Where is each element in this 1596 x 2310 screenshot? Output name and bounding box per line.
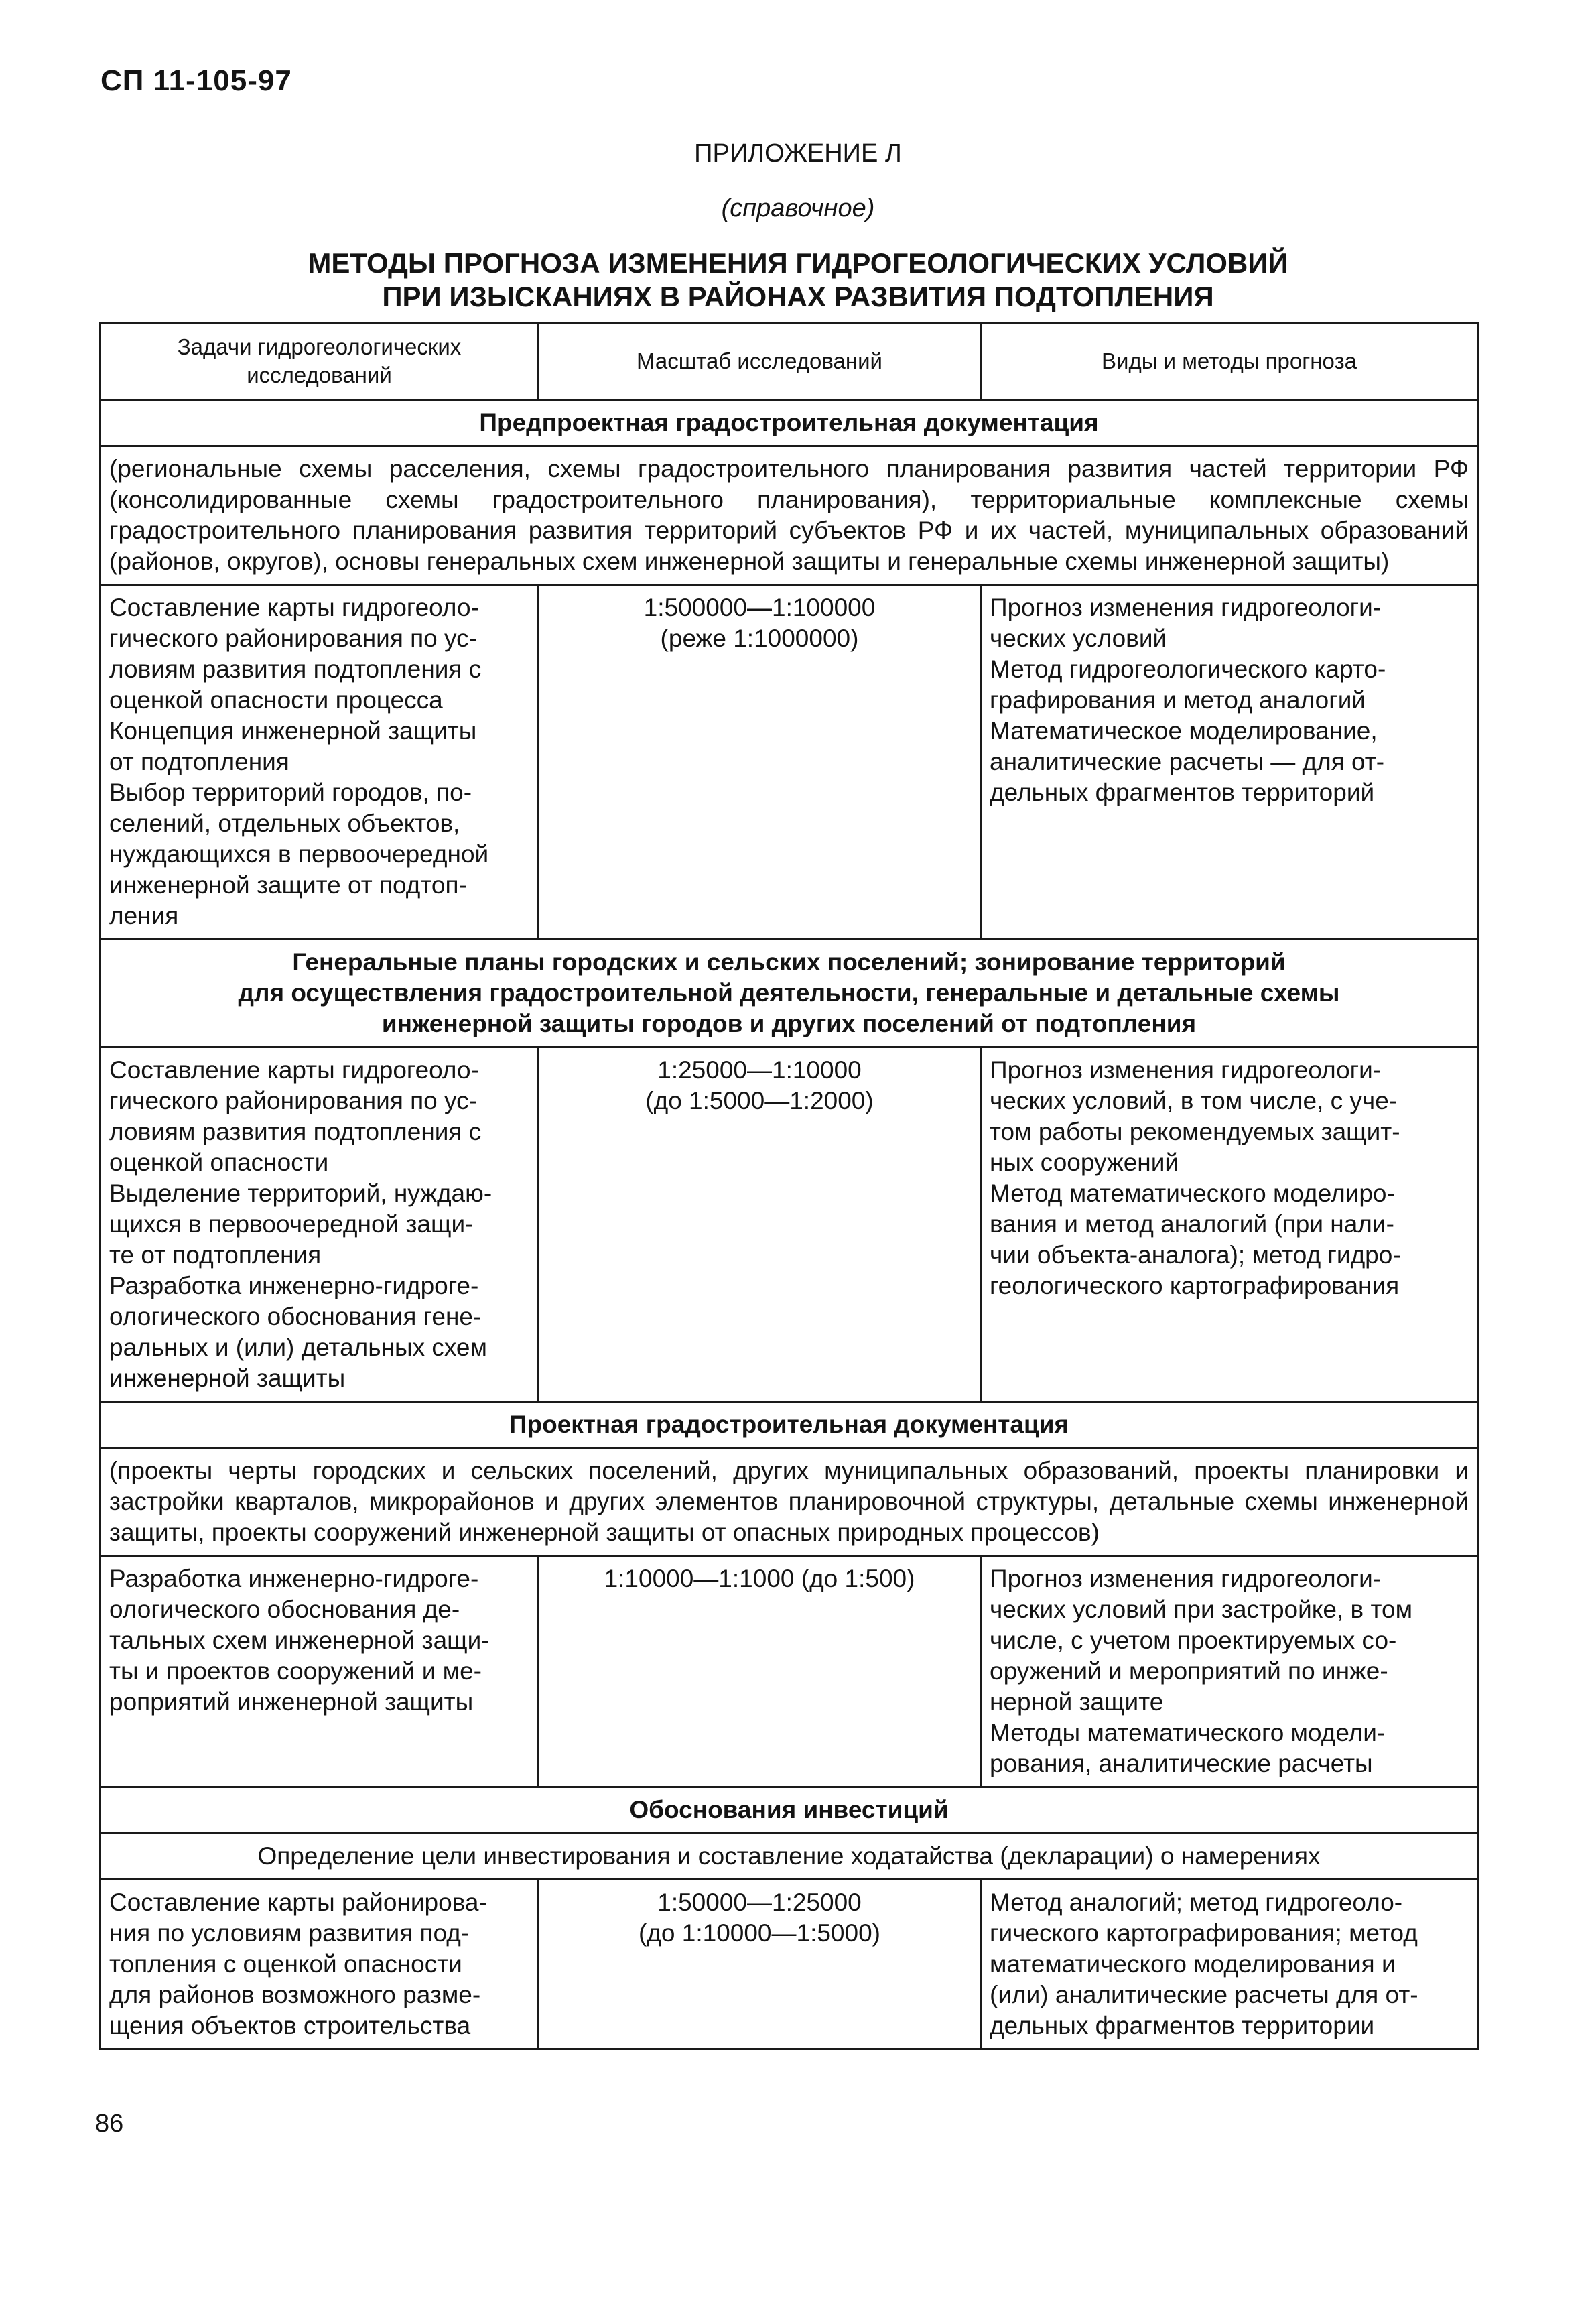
methods-cell-line: ных сооружений xyxy=(990,1149,1179,1176)
methods-cell-line: Методы математического модели- xyxy=(990,1719,1386,1746)
section-title xyxy=(101,940,1478,1047)
tasks-cell-line: ловиям развития подтопления с xyxy=(109,655,482,683)
methods-cell-line: рования, аналитические расчеты xyxy=(990,1750,1373,1777)
scale-cell xyxy=(539,585,981,940)
methods-cell-line: том работы рекомендуемых защит- xyxy=(990,1118,1400,1145)
tasks-cell-line: оценкой опасности процесса xyxy=(109,686,443,714)
methods-cell-line: геологического картографирования xyxy=(990,1272,1400,1299)
tasks-cell-line: щения объектов строительства xyxy=(109,2012,471,2039)
tasks-cell-line: селений, отдельных объектов, xyxy=(109,810,460,837)
methods-cell-line: Прогноз изменения гидрогеологи- xyxy=(990,1056,1382,1084)
methods-cell-line: дельных фрагментов территорий xyxy=(990,779,1375,806)
section-title-line: Проектная градостроительная документация xyxy=(509,1411,1069,1438)
tasks-cell-line: ральных и (или) детальных схем xyxy=(109,1334,487,1361)
tasks-cell-line: ологического обоснования гене- xyxy=(109,1303,482,1330)
tasks-cell-line: нуждающихся в первоочередной xyxy=(109,840,489,868)
tasks-cell-line: Разработка инженерно-гидроге- xyxy=(109,1565,479,1592)
scale-cell xyxy=(539,1047,981,1402)
tasks-cell-line: инженерной защите от подтоп- xyxy=(109,871,467,899)
methods-cell xyxy=(981,1047,1478,1402)
scale-cell-line: 1:50000—1:25000 xyxy=(657,1888,862,1916)
methods-cell-line: числе, с учетом проектируемых со- xyxy=(990,1626,1397,1654)
scale-cell xyxy=(539,1556,981,1787)
methods-cell xyxy=(981,1556,1478,1787)
tasks-cell-line: инженерной защиты xyxy=(109,1364,346,1392)
column-header-tasks-line-2: исследований xyxy=(247,363,392,387)
section-title-row xyxy=(101,1402,1478,1448)
scale-cell-line: 1:500000—1:100000 xyxy=(643,594,876,621)
section-title-line: Обоснования инвестиций xyxy=(629,1796,949,1823)
methods-cell-line: оружений и мероприятий по инже- xyxy=(990,1657,1388,1685)
table-row xyxy=(101,585,1478,940)
section-note-row xyxy=(101,446,1478,585)
section-title-row xyxy=(101,400,1478,446)
tasks-cell-line: Выделение территорий, нуждаю- xyxy=(109,1179,492,1207)
page-title-line-2: ПРИ ИЗЫСКАНИЯХ В РАЙОНАХ РАЗВИТИЯ ПОДТОПЛЕНИЯ xyxy=(382,281,1214,312)
tasks-cell-line: ологического обоснования де- xyxy=(109,1596,460,1623)
methods-cell-line: вания и метод аналогий (при нали- xyxy=(990,1210,1394,1238)
tasks-cell-line: ления xyxy=(109,902,179,929)
methods-cell-line: Метод гидрогеологического карто- xyxy=(990,655,1386,683)
methods-cell xyxy=(981,1880,1478,2049)
tasks-cell-line: топления с оценкой опасности xyxy=(109,1950,462,1978)
tasks-cell-line: для районов возможного разме- xyxy=(109,1981,481,2008)
forecast-methods-table xyxy=(99,322,1479,2050)
tasks-cell-line: гического районирования по ус- xyxy=(109,1087,477,1114)
tasks-cell-line: ния по условиям развития под- xyxy=(109,1919,470,1947)
methods-cell-line: ческих условий при застройке, в том xyxy=(990,1596,1413,1623)
methods-cell xyxy=(981,585,1478,940)
tasks-cell-line: Составление карты гидрогеоло- xyxy=(109,594,479,621)
tasks-cell-line: те от подтопления xyxy=(109,1241,322,1269)
column-header-tasks xyxy=(101,323,539,400)
methods-cell-line: Прогноз изменения гидрогеологи- xyxy=(990,1565,1382,1592)
section-title xyxy=(101,1787,1478,1834)
section-title-line: для осуществления градостроительной деятельности, генеральные и детальные схемы xyxy=(238,979,1340,1007)
section-title-line: Предпроектная градостроительная документация xyxy=(479,409,1099,436)
scale-cell-line: (реже 1:1000000) xyxy=(660,625,859,652)
scale-cell-line: 1:25000—1:10000 xyxy=(657,1056,862,1084)
table-row xyxy=(101,1556,1478,1787)
methods-cell-line: ческих условий, в том числе, с уче- xyxy=(990,1087,1398,1114)
tasks-cell xyxy=(101,1047,539,1402)
tasks-cell-line: тальных схем инженерной защи- xyxy=(109,1626,490,1654)
scale-cell-line: (до 1:10000—1:5000) xyxy=(638,1919,880,1947)
methods-cell-line: Метод аналогий; метод гидрогеоло- xyxy=(990,1888,1403,1916)
section-title-line: Генеральные планы городских и сельских поселений; зонирование территорий xyxy=(292,948,1286,976)
table-row xyxy=(101,1880,1478,2049)
tasks-cell-line: Разработка инженерно-гидроге- xyxy=(109,1272,479,1299)
methods-cell-line: чии объекта-аналога); метод гидро- xyxy=(990,1241,1401,1269)
section-note-row xyxy=(101,1834,1478,1880)
section-title xyxy=(101,1402,1478,1448)
tasks-cell xyxy=(101,1880,539,2049)
methods-cell-line: графирования и метод аналогий xyxy=(990,686,1366,714)
tasks-cell-line: Составление карты гидрогеоло- xyxy=(109,1056,479,1084)
document-code: СП 11-105-97 xyxy=(101,64,292,97)
methods-cell-line: аналитические расчеты — для от- xyxy=(990,748,1385,775)
scale-cell xyxy=(539,1880,981,2049)
page-number: 86 xyxy=(95,2110,124,2138)
methods-cell-line: Математическое моделирование, xyxy=(990,717,1378,745)
scale-cell-line: 1:10000—1:1000 (до 1:500) xyxy=(604,1565,915,1592)
section-title-row xyxy=(101,1787,1478,1834)
column-header-methods: Виды и методы прогноза xyxy=(981,323,1478,400)
methods-cell-line: ческих условий xyxy=(990,625,1167,652)
tasks-cell xyxy=(101,1556,539,1787)
methods-cell-line: Прогноз изменения гидрогеологи- xyxy=(990,594,1382,621)
table-row xyxy=(101,1047,1478,1402)
page-title-line-1: МЕТОДЫ ПРОГНОЗА ИЗМЕНЕНИЯ ГИДРОГЕОЛОГИЧЕСКИХ УСЛОВИЙ xyxy=(308,247,1288,279)
scale-cell-line: (до 1:5000—1:2000) xyxy=(645,1087,874,1114)
tasks-cell-line: Выбор территорий городов, по- xyxy=(109,779,472,806)
section-note: Определение цели инвестирования и составление ходатайства (декларации) о намерениях xyxy=(101,1834,1478,1880)
section-title-line: инженерной защиты городов и других поселений от подтопления xyxy=(381,1010,1197,1037)
methods-cell-line: Метод математического моделиро- xyxy=(990,1179,1395,1207)
methods-cell-line: нерной защите xyxy=(990,1688,1164,1716)
methods-cell-line: дельных фрагментов территории xyxy=(990,2012,1375,2039)
methods-cell-line: (или) аналитические расчеты для от- xyxy=(990,1981,1418,2008)
table-body xyxy=(101,400,1478,2049)
tasks-cell-line: роприятий инженерной защиты xyxy=(109,1688,474,1716)
tasks-cell-line: оценкой опасности xyxy=(109,1149,329,1176)
section-title-row xyxy=(101,940,1478,1047)
section-note-row xyxy=(101,1448,1478,1556)
column-header-scale: Масштаб исследований xyxy=(539,323,981,400)
table-header-row xyxy=(101,323,1478,400)
tasks-cell-line: Концепция инженерной защиты xyxy=(109,717,477,745)
tasks-cell xyxy=(101,585,539,940)
column-header-tasks-line-1: Задачи гидрогеологических xyxy=(177,334,462,359)
appendix-type: (справочное) xyxy=(721,194,875,222)
tasks-cell-line: щихся в первоочередной защи- xyxy=(109,1210,474,1238)
tasks-cell-line: ловиям развития подтопления с xyxy=(109,1118,482,1145)
tasks-cell-line: от подтопления xyxy=(109,748,289,775)
tasks-cell-line: ты и проектов сооружений и ме- xyxy=(109,1657,482,1685)
section-title xyxy=(101,400,1478,446)
tasks-cell-line: Составление карты районирова- xyxy=(109,1888,487,1916)
page-title xyxy=(0,247,1596,314)
appendix-label: ПРИЛОЖЕНИЕ Л xyxy=(694,139,902,168)
section-note: (региональные схемы расселения, схемы градостроительного планирования развития частей территории РФ (консолидированные схемы градостроительного планирования), территориальные комплексные схемы градостроительного планирования развития территорий субъектов РФ и их частей, муниципальных образований (районов, округов), основы генеральных схем инженерной защиты и генеральные схемы инженерной защиты) xyxy=(101,446,1478,585)
methods-cell-line: математического моделирования и xyxy=(990,1950,1396,1978)
methods-cell-line: гического картографирования; метод xyxy=(990,1919,1418,1947)
tasks-cell-line: гического районирования по ус- xyxy=(109,625,477,652)
section-note: (проекты черты городских и сельских поселений, других муниципальных образований, проекты планировки и застройки кварталов, микрорайонов и других элементов планировочной структуры, детальные схемы инженерной защиты, проекты сооружений инженерной защиты от опасных природных процессов) xyxy=(101,1448,1478,1556)
